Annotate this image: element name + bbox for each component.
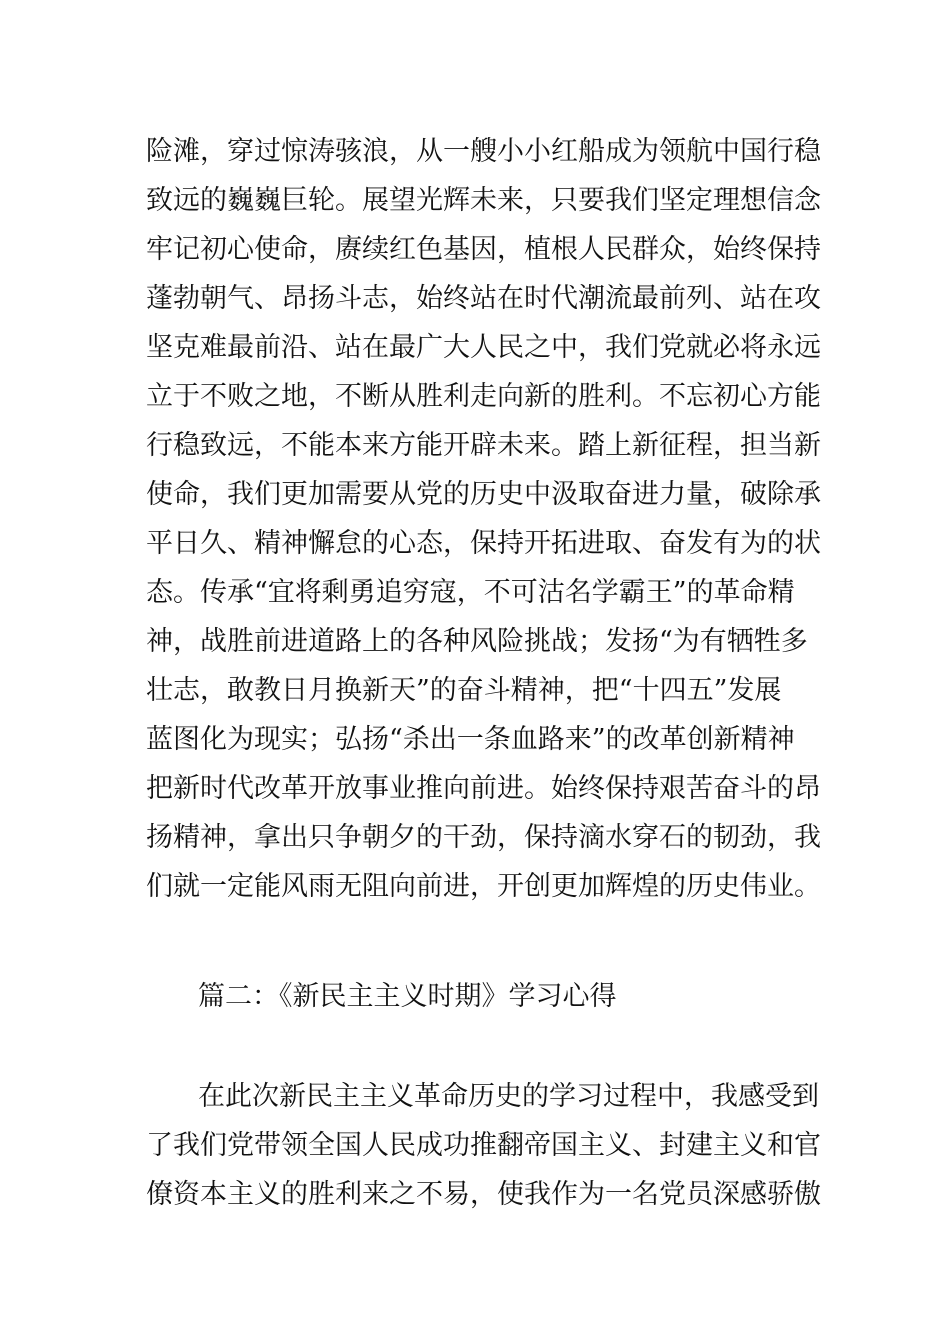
paragraph1-line: 扬精神，拿出只争朝夕的干劲，保持滴水穿石的韧劲，我	[146, 822, 821, 853]
paragraph2-line: 僚资本主义的胜利来之不易，使我作为一名党员深感骄傲	[146, 1179, 821, 1210]
section-heading: 篇二：《新民主主义时期》学习心得	[198, 981, 617, 1012]
paragraph1-line: 牢记初心使命，赓续红色基因，植根人民群众，始终保持	[146, 234, 821, 265]
paragraph1-line: 平日久、精神懈怠的心态，保持开拓进取、奋发有为的状	[146, 528, 821, 559]
paragraph1-line: 们就一定能风雨无阻向前进，开创更加辉煌的历史伟业。	[146, 871, 821, 902]
paragraph2-line: 了我们党带领全国人民成功推翻帝国主义、封建主义和官	[146, 1130, 821, 1161]
paragraph1-line: 立于不败之地，不断从胜利走向新的胜利。不忘初心方能	[146, 381, 821, 412]
paragraph1-line: 壮志，敢教日月换新天”的奋斗精神，把“十四五”发展	[146, 675, 782, 706]
paragraph1-line: 致远的巍巍巨轮。展望光辉未来，只要我们坚定理想信念	[146, 185, 821, 216]
paragraph1-line: 蓝图化为现实；弘扬“杀出一条血路来”的改革创新精神	[146, 724, 795, 755]
paragraph1-line: 神，战胜前进道路上的各种风险挑战；发扬“为有牺牲多	[146, 626, 808, 657]
paragraph1-line: 把新时代改革开放事业推向前进。始终保持艰苦奋斗的昂	[146, 773, 821, 804]
paragraph1-line: 使命，我们更加需要从党的历史中汲取奋进力量，破除承	[146, 479, 821, 510]
paragraph1-line: 态。传承“宜将剩勇追穷寇，不可沽名学霸王”的革命精	[146, 577, 795, 608]
paragraph1-line: 险滩，穿过惊涛骇浪，从一艘小小红船成为领航中国行稳	[146, 136, 821, 167]
paragraph1-line: 坚克难最前沿、站在最广大人民之中，我们党就必将永远	[146, 332, 821, 363]
paragraph1-line: 行稳致远，不能本来方能开辟未来。踏上新征程，担当新	[146, 430, 821, 461]
paragraph2-line: 在此次新民主主义革命历史的学习过程中，我感受到	[198, 1081, 819, 1112]
paragraph1-line: 蓬勃朝气、昂扬斗志，始终站在时代潮流最前列、站在攻	[146, 283, 821, 314]
